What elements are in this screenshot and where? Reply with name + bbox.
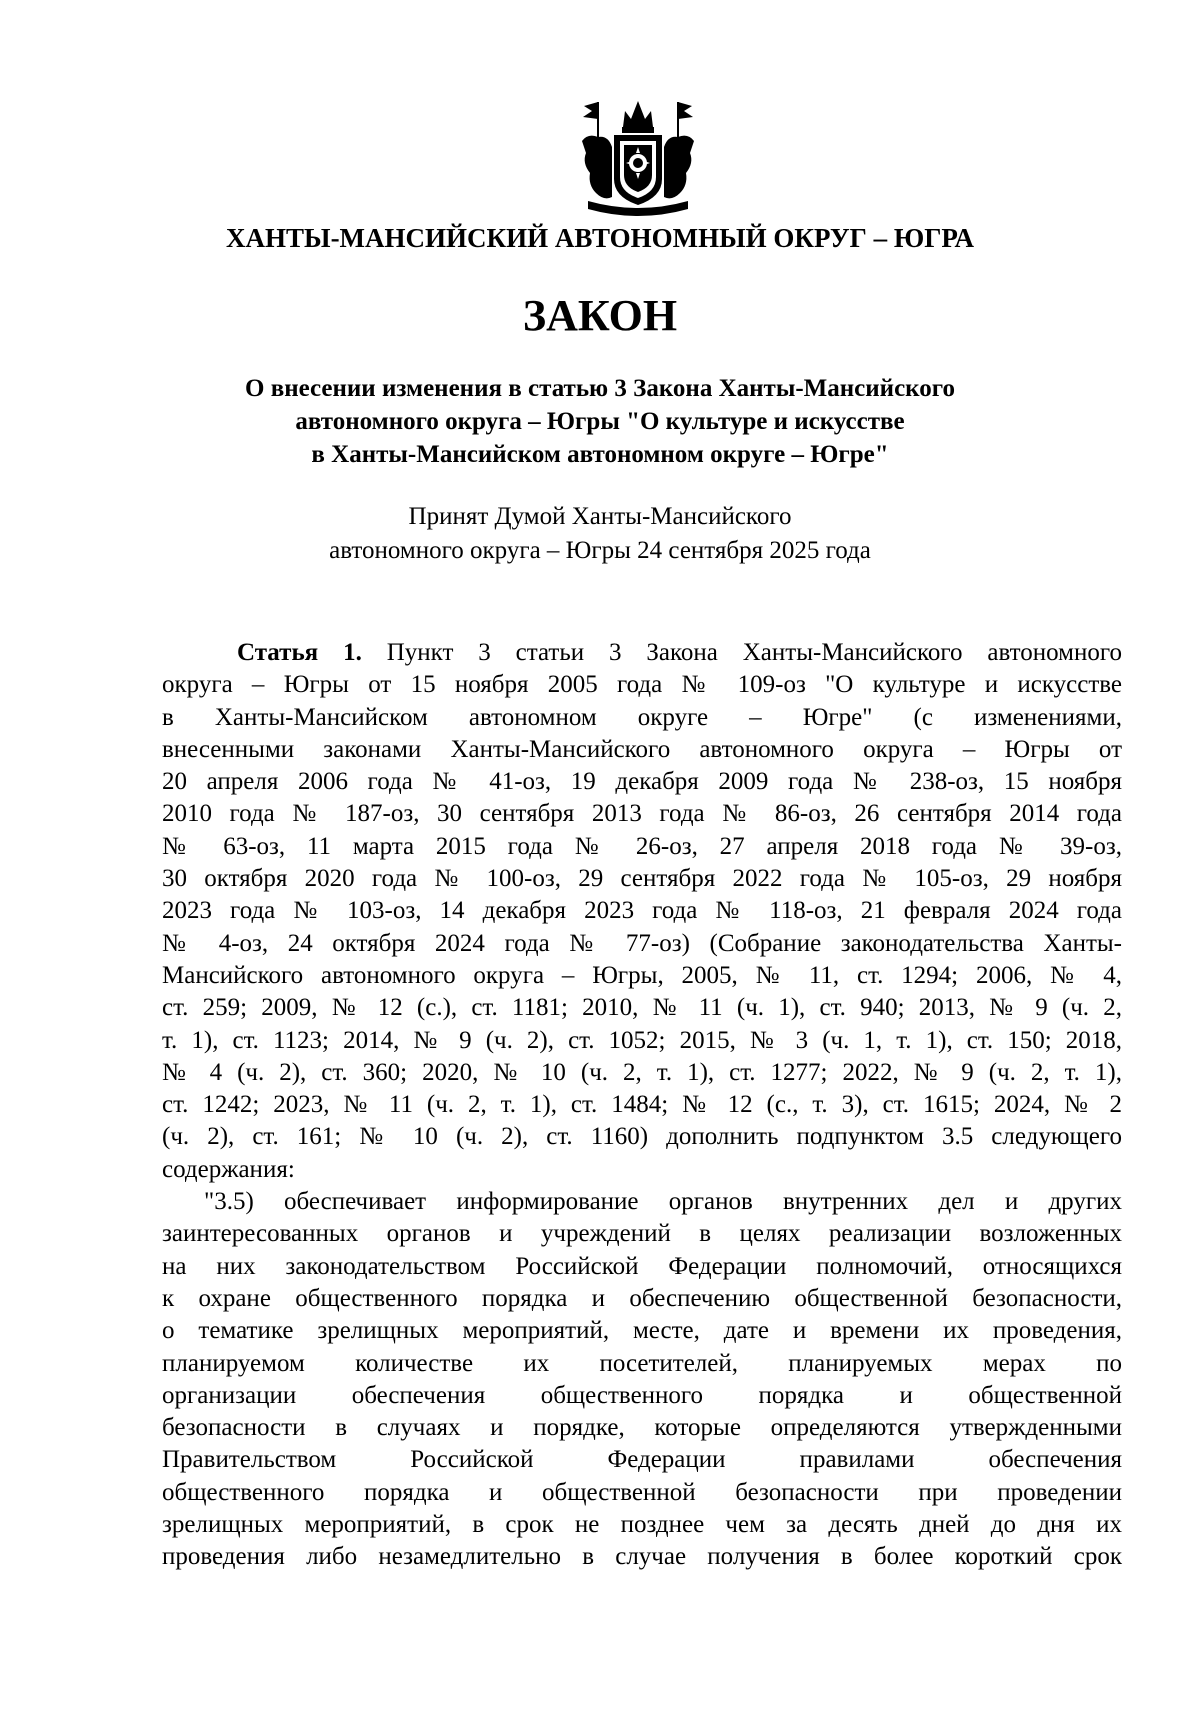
article-line: № 4-оз, 24 октября 2024 года № 77-оз) (Собрание законодательства Ханты- bbox=[162, 929, 1122, 957]
article-line: 30 октября 2020 года № 100-оз, 29 сентября 2022 года № 105-оз, 29 ноября bbox=[162, 865, 1122, 893]
law-title-line: автономного округа – Югры "О культуре и искусстве bbox=[295, 408, 905, 435]
article-line: № 63-оз, 11 марта 2015 года № 26-оз, 27 апреля 2018 года № 39-оз, bbox=[162, 832, 1122, 860]
quote-line: планируемом количестве их посетителей, планируемых мерах по bbox=[162, 1349, 1122, 1377]
adoption-note bbox=[0, 500, 1200, 568]
coat-of-arms-icon bbox=[578, 97, 698, 222]
article-line: № 4 (ч. 2), ст. 360; 2020, № 10 (ч. 2, т. 1), ст. 1277; 2022, № 9 (ч. 2, т. 1), bbox=[162, 1058, 1122, 1086]
law-title-line: О внесении изменения в статью 3 Закона Ханты-Мансийского bbox=[245, 375, 955, 402]
article-line: т. 1), ст. 1123; 2014, № 9 (ч. 2), ст. 1052; 2015, № 3 (ч. 1, т. 1), ст. 150; 2018, bbox=[162, 1026, 1122, 1054]
region-heading: ХАНТЫ-МАНСИЙСКИЙ АВТОНОМНЫЙ ОКРУГ – ЮГРА bbox=[226, 223, 974, 253]
article-line: 2023 года № 103-оз, 14 декабря 2023 года № 118-оз, 21 февраля 2024 года bbox=[162, 897, 1122, 925]
article-line: (ч. 2), ст. 161; № 10 (ч. 2), ст. 1160) дополнить подпунктом 3.5 следующего bbox=[162, 1123, 1122, 1151]
article-line: ст. 259; 2009, № 12 (с.), ст. 1181; 2010, № 11 (ч. 1), ст. 940; 2013, № 9 (ч. 2, bbox=[162, 994, 1122, 1022]
adoption-note-line: Принят Думой Ханты-Мансийского bbox=[408, 503, 792, 530]
quote-line: безопасности в случаях и порядке, которые определяются утвержденными bbox=[162, 1414, 1122, 1442]
quote-line: организации обеспечения общественного порядка и общественной bbox=[162, 1381, 1122, 1409]
adoption-note-line: автономного округа – Югры 24 сентября 2025 года bbox=[329, 537, 871, 564]
law-title bbox=[0, 372, 1200, 471]
article-line: ст. 1242; 2023, № 11 (ч. 2, т. 1), ст. 1484; № 12 (с., т. 3), ст. 1615; 2024, № 2 bbox=[162, 1091, 1122, 1119]
article-body bbox=[162, 637, 1122, 1574]
article-line: 20 апреля 2006 года № 41-оз, 19 декабря 2009 года № 238-оз, 15 ноября bbox=[162, 768, 1122, 796]
quote-line: проведения либо незамедлительно в случае получения в более короткий срок bbox=[162, 1543, 1122, 1571]
article-line: в Ханты-Мансийском автономном округе – Югре" (с изменениями, bbox=[162, 703, 1122, 731]
article-heading: Статья 1. bbox=[237, 639, 362, 666]
article-line: внесенными законами Ханты-Мансийского автономного округа – Югры от bbox=[162, 735, 1122, 763]
quote-line: о тематике зрелищных мероприятий, месте, дате и времени их проведения, bbox=[162, 1317, 1122, 1345]
quote-line: Правительством Российской Федерации правилами обеспечения bbox=[162, 1446, 1122, 1474]
quote-line: на них законодательством Российской Федерации полномочий, относящихся bbox=[162, 1252, 1122, 1280]
quote-line: к охране общественного порядка и обеспечению общественной безопасности, bbox=[162, 1284, 1122, 1312]
law-title-line: в Ханты-Мансийском автономном округе – Югре" bbox=[311, 441, 889, 468]
article-line: 2010 года № 187-оз, 30 сентября 2013 года № 86-оз, 26 сентября 2014 года bbox=[162, 800, 1122, 828]
article-line: Мансийского автономного округа – Югры, 2005, № 11, ст. 1294; 2006, № 4, bbox=[162, 961, 1122, 989]
article-first-line-text: Пункт 3 статьи 3 Закона Ханты-Мансийского автономного bbox=[361, 639, 1122, 666]
quote-line: зрелищных мероприятий, в срок не позднее чем за десять дней до дня их bbox=[162, 1511, 1122, 1539]
quote-line: заинтересованных органов и учреждений в целях реализации возложенных bbox=[162, 1220, 1122, 1248]
article-line: содержания: bbox=[162, 1155, 295, 1183]
quote-line: "3.5) обеспечивает информирование органов внутренних дел и других bbox=[204, 1188, 1122, 1216]
law-type-heading: ЗАКОН bbox=[522, 291, 678, 340]
quote-line: общественного порядка и общественной безопасности при проведении bbox=[162, 1478, 1122, 1506]
article-first-line bbox=[162, 637, 1122, 669]
article-line: округа – Югры от 15 ноября 2005 года № 109-оз "О культуре и искусстве bbox=[162, 671, 1122, 699]
